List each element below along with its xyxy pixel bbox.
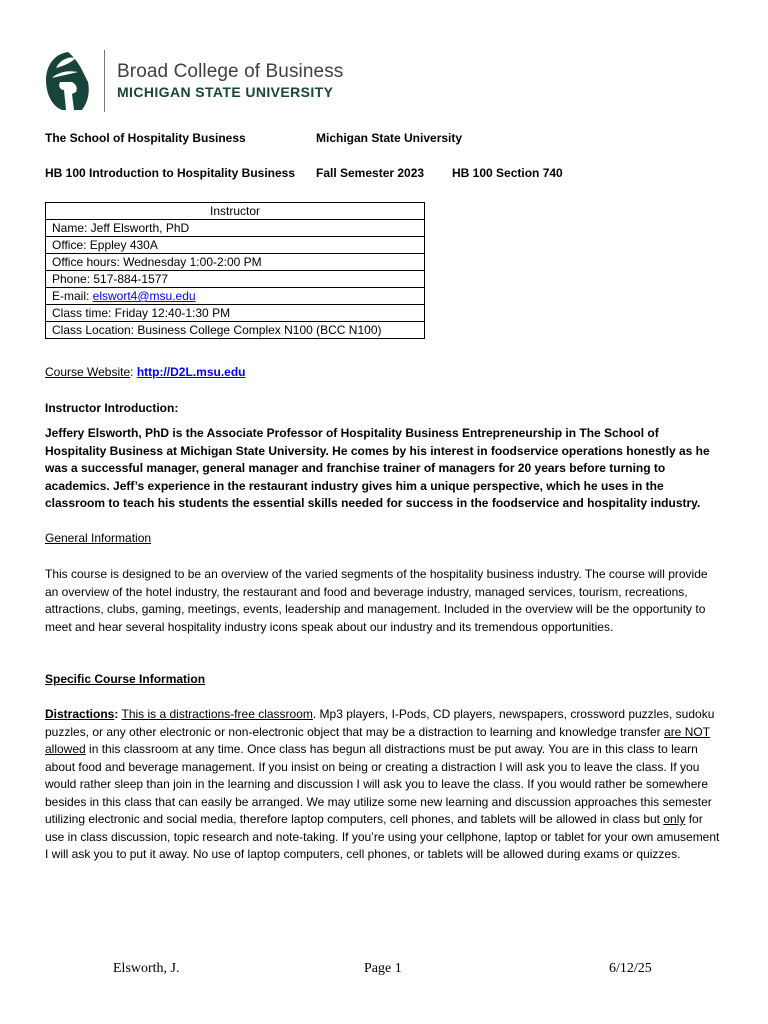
class-location: Class Location: Business College Complex N100 (BCC N100) — [46, 322, 425, 339]
logo-college-name: Broad College of Business — [117, 61, 344, 82]
distractions-colon: : — [114, 707, 119, 721]
distractions-only: only — [663, 812, 686, 826]
footer-page-number: Page 1 — [364, 961, 402, 976]
course-website-link[interactable]: http://D2L.msu.edu — [136, 365, 246, 379]
instructor-office: Office: Eppley 430A — [46, 237, 425, 254]
distractions-text-2: in this classroom at any time. Once class has begun all distractions must be put away. You are in this class to learn about food and beverage management. If you insist on being or creating a distraction I will ask you to leave the class. If you would rather sleep than join in the learning and discussion I will ask you to leave the class. If you would rather be somewhere besides in this class that can easily be arranged. We may utilize some new learning and discussion approaches this semester utilizing electronic and social media, therefore laptop computers, cell phones, and tablets will be allowed in class but — [45, 742, 712, 826]
logo-text — [117, 61, 343, 101]
email-link[interactable]: elswort4@msu.edu — [92, 289, 196, 303]
intro-heading: Instructor Introduction: — [45, 401, 179, 415]
intro-body: Jeffery Elsworth, PhD is the Associate Professor of Hospitality Business Entrepreneurship in The School of Hospitality Business at Michigan State University. He comes by his interest in foodservice operations honestly as he was a successful manager, general manager and franchise trainer of managers for 20 years before turning to academics. Jeff’s experience in the restaurant industry gives him a unique perspective, which he uses in the classroom to teach his students the essential skills needed for success in the foodservice and hospitality industry. — [45, 426, 710, 510]
course-title: HB 100 Introduction to Hospitality Business — [45, 166, 296, 180]
semester: Fall Semester 2023 — [316, 166, 425, 180]
distractions-not-allowed: are NOT allowed — [45, 724, 711, 756]
email-label: E-mail: — [52, 289, 93, 303]
instructor-table — [45, 202, 425, 339]
course-website-sep: : — [130, 365, 137, 379]
spartan-helmet-icon — [42, 50, 94, 112]
course-section: HB 100 Section 740 — [452, 166, 563, 180]
school-name: The School of Hospitality Business — [45, 131, 246, 145]
instructor-office-hours: Office hours: Wednesday 1:00-2:00 PM — [46, 254, 425, 271]
course-website-label: Course Website — [45, 365, 131, 379]
general-heading: General Information — [45, 531, 152, 545]
distractions-text-1: . Mp3 players, I-Pods, CD players, newspapers, crossword puzzles, sudoku puzzles, or any other electronic or non-electronic object that may be a distraction to learning and knowledge transfer — [45, 707, 715, 739]
distractions-label: Distractions — [45, 707, 115, 721]
footer-date: 6/12/25 — [609, 961, 652, 976]
distractions-paragraph — [45, 706, 723, 864]
logo-divider — [104, 50, 105, 112]
broad-college-logo — [42, 48, 364, 114]
distractions-statement: This is a distractions-free classroom — [121, 707, 313, 721]
distractions-text-3: for use in class discussion, topic research and note-taking. If you’re using your cellphone, laptop or tablet for your own amusement I will ask you to put it away. No use of laptop computers, cell phones, or tablets will be allowed during exams or quizzes. — [45, 812, 720, 861]
instructor-table-heading: Instructor — [46, 203, 425, 220]
footer-author: Elsworth, J. — [113, 961, 180, 976]
class-time: Class time: Friday 12:40-1:30 PM — [46, 305, 425, 322]
instructor-email-row — [46, 288, 425, 305]
instructor-name: Name: Jeff Elsworth, PhD — [46, 220, 425, 237]
instructor-phone: Phone: 517-884-1577 — [46, 271, 425, 288]
course-website-line — [45, 364, 723, 382]
general-body: This course is designed to be an overview of the varied segments of the hospitality business industry. The course will provide an overview of the hotel industry, the restaurant and food and beverage industry, managed services, tourism, recreations, attractions, clubs, gaming, meetings, events, leadership and management. Included in the overview will be the opportunity to meet and hear several hospitality industry icons speak about our industry and its tremendous opportunities. — [45, 567, 708, 634]
logo-university-name: MICHIGAN STATE UNIVERSITY — [117, 84, 334, 100]
university-name: Michigan State University — [316, 131, 463, 145]
specific-heading: Specific Course Information — [45, 672, 206, 686]
